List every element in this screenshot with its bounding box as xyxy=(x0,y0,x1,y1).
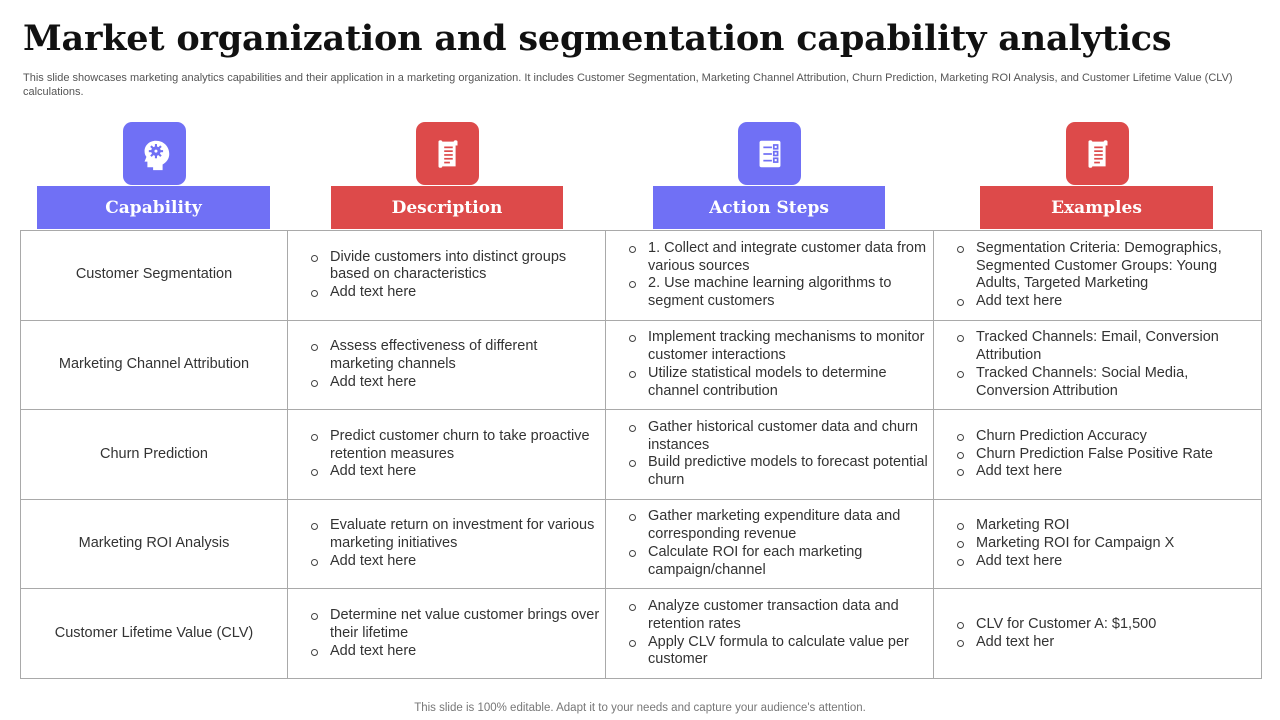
column-header-examples xyxy=(980,122,1213,229)
action-steps-cell xyxy=(606,410,934,500)
action-step-bullet: Gather marketing expenditure data and corresponding revenue xyxy=(626,508,929,544)
action-step-bullet: Build predictive models to forecast potential churn xyxy=(626,454,929,490)
column-label-examples: Examples xyxy=(980,186,1213,229)
description-bullet: Add text here xyxy=(308,463,601,481)
description-bullet: Assess effectiveness of different marketing channels xyxy=(308,338,601,374)
footer-note: This slide is 100% editable. Adapt it to your needs and capture your audience's attention. xyxy=(414,702,866,714)
example-bullet: Add text here xyxy=(954,463,1257,481)
checklist-icon xyxy=(738,122,801,185)
description-cell xyxy=(288,231,606,321)
page-subtitle: This slide showcases marketing analytics capabilities and their application in a marketing organization. It includes Customer Segmentation, Marketing Channel Attribution, Churn Prediction, Marketing ROI Analysis, and Customer Lifetime Value (CLV) calculations. xyxy=(23,72,1233,98)
description-bullet: Divide customers into distinct groups based on characteristics xyxy=(308,249,601,285)
description-bullet: Evaluate return on investment for various marketing initiatives xyxy=(308,517,601,553)
capability-cell: Marketing Channel Attribution xyxy=(21,320,288,410)
document-icon xyxy=(416,122,479,185)
document-icon xyxy=(1066,122,1129,185)
head-gear-icon xyxy=(123,122,186,185)
example-bullet: Tracked Channels: Email, Conversion Attribution xyxy=(954,329,1257,365)
action-step-bullet: Gather historical customer data and churn instances xyxy=(626,419,929,455)
description-bullet: Predict customer churn to take proactive retention measures xyxy=(308,428,601,464)
example-bullet: Add text her xyxy=(954,634,1257,652)
description-bullet: Add text here xyxy=(308,553,601,571)
action-steps-cell xyxy=(606,231,934,321)
examples-cell xyxy=(934,231,1262,321)
example-bullet: Tracked Channels: Social Media, Conversion Attribution xyxy=(954,365,1257,401)
example-bullet: Marketing ROI for Campaign X xyxy=(954,535,1257,553)
description-cell xyxy=(288,499,606,589)
capability-cell: Customer Lifetime Value (CLV) xyxy=(21,589,288,679)
example-bullet: CLV for Customer A: $1,500 xyxy=(954,616,1257,634)
examples-cell xyxy=(934,410,1262,500)
example-bullet: Segmentation Criteria: Demographics, Segmented Customer Groups: Young Adults, Targeted Marketing xyxy=(954,240,1257,293)
action-steps-cell xyxy=(606,589,934,679)
action-steps-cell xyxy=(606,320,934,410)
column-header-action-steps xyxy=(653,122,885,229)
action-step-bullet: Calculate ROI for each marketing campaign/channel xyxy=(626,544,929,580)
example-bullet: Churn Prediction Accuracy xyxy=(954,428,1257,446)
capability-cell: Marketing ROI Analysis xyxy=(21,499,288,589)
description-bullet: Add text here xyxy=(308,374,601,392)
table-row xyxy=(21,320,1262,410)
example-bullet: Marketing ROI xyxy=(954,517,1257,535)
description-bullet: Determine net value customer brings over their lifetime xyxy=(308,607,601,643)
capability-cell: Churn Prediction xyxy=(21,410,288,500)
description-cell xyxy=(288,410,606,500)
table-row xyxy=(21,231,1262,321)
capability-table xyxy=(20,230,1262,679)
capability-cell: Customer Segmentation xyxy=(21,231,288,321)
column-header-capability xyxy=(37,122,270,229)
table-row xyxy=(21,589,1262,679)
action-step-bullet: Implement tracking mechanisms to monitor customer interactions xyxy=(626,329,929,365)
description-bullet: Add text here xyxy=(308,643,601,661)
column-header-description xyxy=(331,122,563,229)
examples-cell xyxy=(934,499,1262,589)
action-step-bullet: 2. Use machine learning algorithms to segment customers xyxy=(626,275,929,311)
action-step-bullet: Apply CLV formula to calculate value per customer xyxy=(626,634,929,670)
action-step-bullet: Analyze customer transaction data and retention rates xyxy=(626,598,929,634)
column-label-description: Description xyxy=(331,186,563,229)
examples-cell xyxy=(934,589,1262,679)
example-bullet: Add text here xyxy=(954,293,1257,311)
example-bullet: Churn Prediction False Positive Rate xyxy=(954,446,1257,464)
table-row xyxy=(21,410,1262,500)
action-steps-cell xyxy=(606,499,934,589)
examples-cell xyxy=(934,320,1262,410)
description-cell xyxy=(288,589,606,679)
action-step-bullet: Utilize statistical models to determine channel contribution xyxy=(626,365,929,401)
column-label-capability: Capability xyxy=(37,186,270,229)
example-bullet: Add text here xyxy=(954,553,1257,571)
page-title: Market organization and segmentation capability analytics xyxy=(23,18,1172,59)
table-row xyxy=(21,499,1262,589)
description-cell xyxy=(288,320,606,410)
column-label-action-steps: Action Steps xyxy=(653,186,885,229)
description-bullet: Add text here xyxy=(308,284,601,302)
action-step-bullet: 1. Collect and integrate customer data from various sources xyxy=(626,240,929,276)
